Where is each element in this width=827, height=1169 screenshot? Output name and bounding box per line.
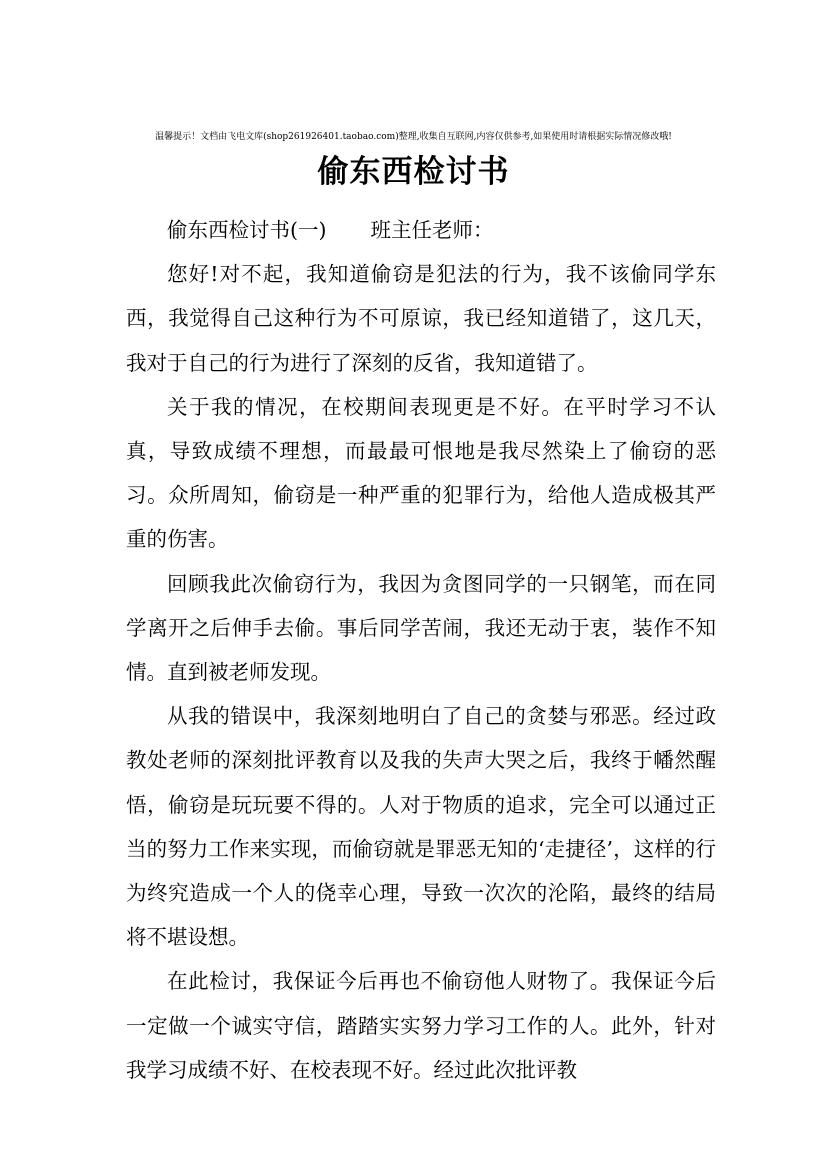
salutation: 班主任老师： xyxy=(370,218,494,242)
paragraph-2: 关于我的情况，在校期间表现更是不好。在平时学习不认真，导致成绩不理想，而最最可恨地是我尽然染上了偷窃的恶习。众所周知，偷窃是一种严重的犯罪行为，给他人造成极其严重的伤害。 xyxy=(126,394,716,552)
paragraph-3: 回顾我此次偷窃行为，我因为贪图同学的一只钢笔，而在同学离开之后伸手去偷。事后同学苦闹，我还无动于衷，装作不知情。直到被老师发现。 xyxy=(126,571,716,685)
document-title: 偷东西检讨书 xyxy=(317,154,510,190)
paragraph-1: 您好!对不起，我知道偷窃是犯法的行为，我不该偷同学东西，我觉得自己这种行为不可原谅，我已经知道错了，这几天，我对于自己的行为进行了深刻的反省，我知道错了。 xyxy=(126,262,716,375)
paragraph-5: 在此检讨，我保证今后再也不偷窃他人财物了。我保证今后一定做一个诚实守信，踏踏实实努力学习工作的人。此外，针对我学习成绩不好、在校表现不好。经过此次批评教 xyxy=(126,969,716,1082)
heading-line xyxy=(126,208,716,252)
document-body xyxy=(126,208,716,1092)
subtitle: 偷东西检讨书(一) xyxy=(167,218,327,242)
paragraph-4: 从我的错误中，我深刻地明白了自己的贪婪与邪恶。经过政教处老师的深刻批评教育以及我的失声大哭之后，我终于幡然醒悟，偷窃是玩玩要不得的。人对于物质的追求，完全可以通过正当的努力工作来实现，而偷窃就是罪恶无知的‘走捷径’，这样的行为终究造成一个人的侥幸心理，导致一次次的沦陷，最终的结局将不堪设想。 xyxy=(126,704,716,950)
header-notice: 温馨提示！文档由飞电文库(shop261926401.taobao.com)整理,收集自互联网,内容仅供参考,如果使用时请根据实际情况修改哦! xyxy=(155,132,672,142)
